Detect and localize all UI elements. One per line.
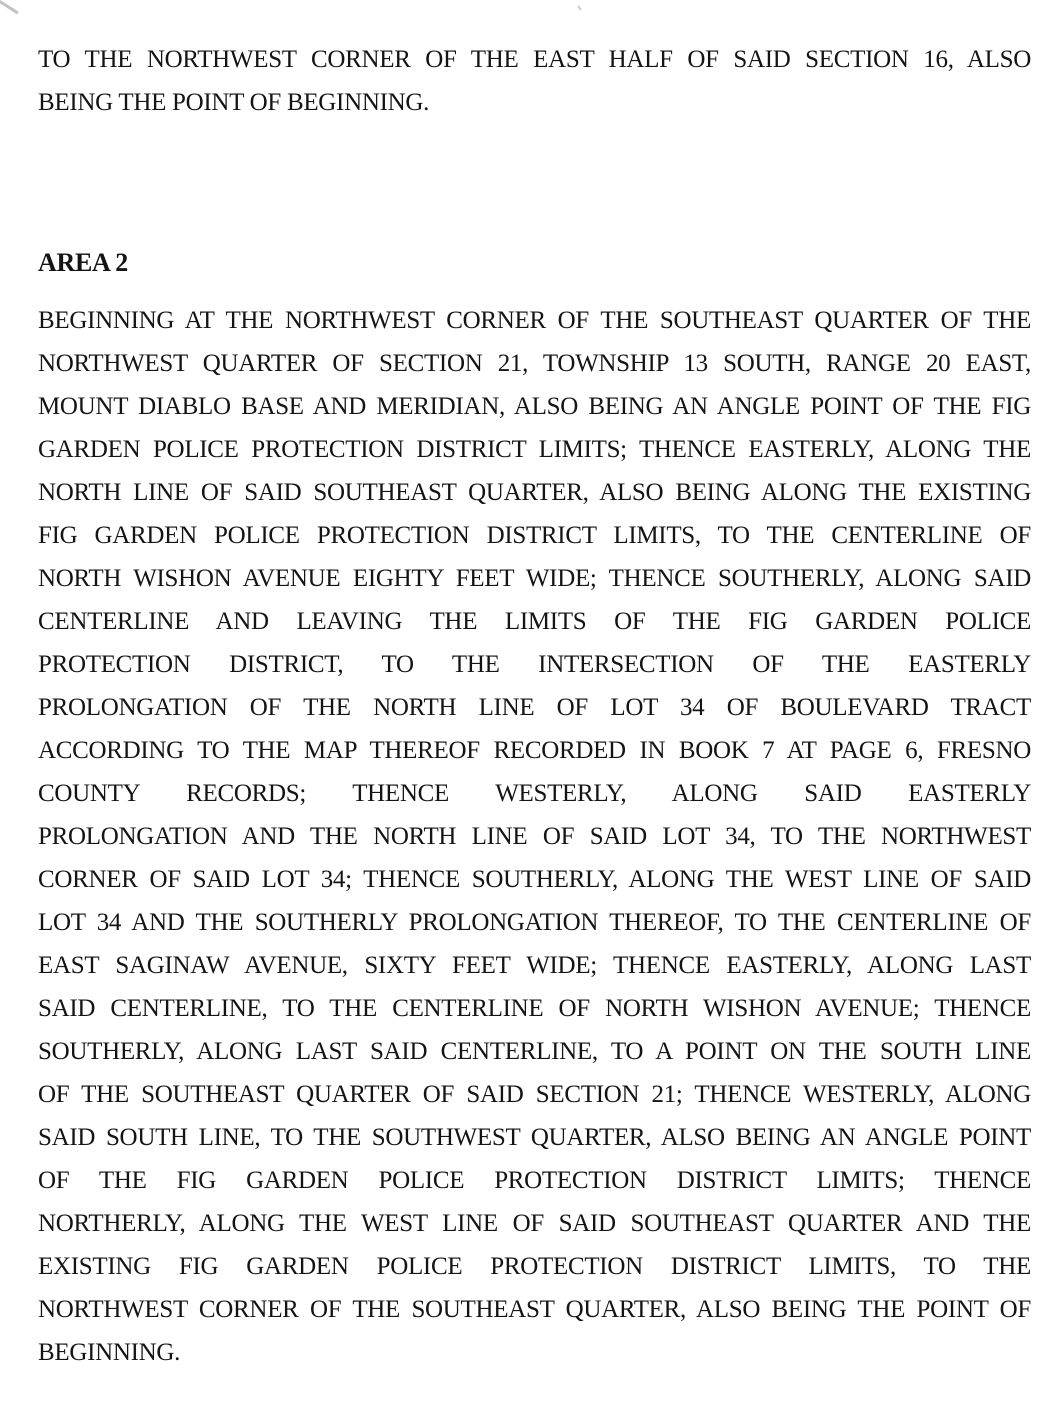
- intro-paragraph: [38, 0, 1031, 124]
- text-line: CORNER OF SAID LOT 34; THENCE SOUTHERLY, ALONG THE WEST LINE OF SAID: [38, 866, 1031, 893]
- text-line: NORTHERLY, ALONG THE WEST LINE OF SAID SOUTHEAST QUARTER AND THE: [38, 1210, 1031, 1237]
- text-line: PROTECTION DISTRICT, TO THE INTERSECTION OF THE EASTERLY: [38, 651, 1031, 678]
- text-line: NORTHWEST CORNER OF THE SOUTHEAST QUARTER, ALSO BEING THE POINT OF: [38, 1296, 1031, 1323]
- text-line: SAID SOUTH LINE, TO THE SOUTHWEST QUARTER, ALSO BEING AN ANGLE POINT: [38, 1124, 1031, 1151]
- text-line: PROLONGATION OF THE NORTH LINE OF LOT 34 OF BOULEVARD TRACT: [38, 694, 1031, 721]
- area-heading: AREA 2: [38, 248, 128, 277]
- text-line: LOT 34 AND THE SOUTHERLY PROLONGATION THEREOF, TO THE CENTERLINE OF: [38, 909, 1031, 936]
- text-line: FIG GARDEN POLICE PROTECTION DISTRICT LIMITS, TO THE CENTERLINE OF: [38, 522, 1031, 549]
- document-text-block: [38, 0, 1031, 1374]
- text-line: GARDEN POLICE PROTECTION DISTRICT LIMITS; THENCE EASTERLY, ALONG THE: [38, 436, 1031, 463]
- text-line: OF THE SOUTHEAST QUARTER OF SAID SECTION 21; THENCE WESTERLY, ALONG: [38, 1081, 1031, 1108]
- text-line: PROLONGATION AND THE NORTH LINE OF SAID LOT 34, TO THE NORTHWEST: [38, 823, 1031, 850]
- text-line: COUNTY RECORDS; THENCE WESTERLY, ALONG SAID EASTERLY: [38, 780, 1031, 807]
- text-line: MOUNT DIABLO BASE AND MERIDIAN, ALSO BEING AN ANGLE POINT OF THE FIG: [38, 393, 1031, 420]
- scan-artifact-corner: [0, 0, 19, 14]
- text-line: SOUTHERLY, ALONG LAST SAID CENTERLINE, TO A POINT ON THE SOUTH LINE: [38, 1038, 1031, 1065]
- text-line: BEGINNING AT THE NORTHWEST CORNER OF THE SOUTHEAST QUARTER OF THE: [38, 307, 1031, 334]
- text-line: NORTH LINE OF SAID SOUTHEAST QUARTER, ALSO BEING ALONG THE EXISTING: [38, 479, 1031, 506]
- text-line: SAID CENTERLINE, TO THE CENTERLINE OF NORTH WISHON AVENUE; THENCE: [38, 995, 1031, 1022]
- text-line: CENTERLINE AND LEAVING THE LIMITS OF THE FIG GARDEN POLICE: [38, 608, 1031, 635]
- text-line: ACCORDING TO THE MAP THEREOF RECORDED IN BOOK 7 AT PAGE 6, FRESNO: [38, 737, 1031, 764]
- text-line: NORTHWEST QUARTER OF SECTION 21, TOWNSHIP 13 SOUTH, RANGE 20 EAST,: [38, 350, 1031, 377]
- text-line: EXISTING FIG GARDEN POLICE PROTECTION DISTRICT LIMITS, TO THE: [38, 1253, 1031, 1280]
- text-line: BEGINNING.: [38, 1339, 181, 1366]
- text-line: NORTH WISHON AVENUE EIGHTY FEET WIDE; THENCE SOUTHERLY, ALONG SAID: [38, 565, 1031, 592]
- text-line: TO THE NORTHWEST CORNER OF THE EAST HALF OF SAID SECTION 16, ALSO: [38, 46, 1031, 73]
- text-line: OF THE FIG GARDEN POLICE PROTECTION DISTRICT LIMITS; THENCE: [38, 1167, 1031, 1194]
- text-line: EAST SAGINAW AVENUE, SIXTY FEET WIDE; THENCE EASTERLY, ALONG LAST: [38, 952, 1031, 979]
- text-line: BEING THE POINT OF BEGINNING.: [38, 89, 430, 116]
- area2-paragraph: [38, 299, 1031, 1374]
